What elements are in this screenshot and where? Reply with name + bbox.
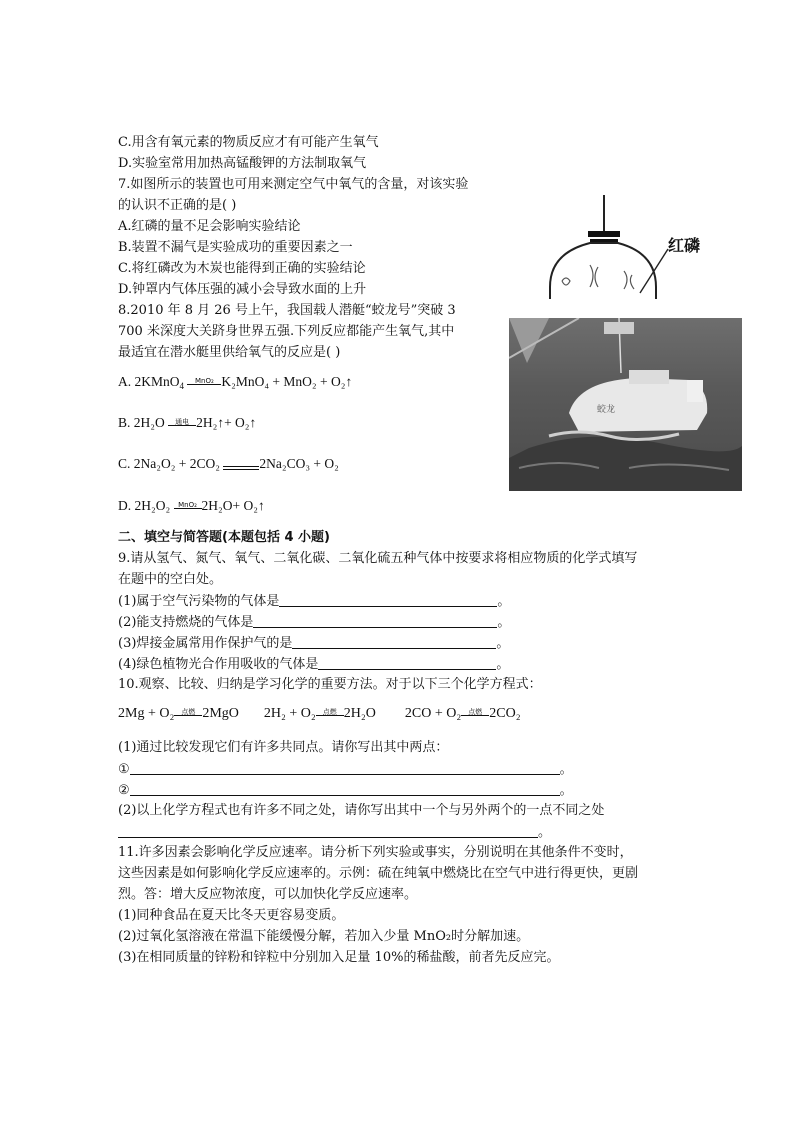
q11-stem-line3: 烈。答：增大反应物浓度，可以加快化学反应速率。 xyxy=(118,887,418,902)
q9-part1-end: 。 xyxy=(497,594,511,609)
circled-two: ② xyxy=(118,783,130,798)
q10-answer-2-end: 。 xyxy=(559,783,573,798)
section-heading: 二、填空与简答题(本题包括 4 小题) xyxy=(118,530,330,545)
q9-stem-line2: 在题中的空白处。 xyxy=(118,572,223,587)
submarine-drawing xyxy=(509,318,742,491)
q11-part2: (2)过氧化氢溶液在常温下能缓慢分解，若加入少量 MnO₂时分解加速。 xyxy=(118,929,530,944)
q11-part3: (3)在相同质量的锌粉和锌粒中分别加入足量 10%的稀盐酸，前者先反应完。 xyxy=(118,950,560,965)
option-b-letter: B. xyxy=(118,415,131,430)
eq2-left: 2H₂ + O₂ xyxy=(263,706,316,721)
eq-d-left: 2H₂O₂ xyxy=(134,498,171,513)
q9-part4-end: 。 xyxy=(496,657,510,672)
q8-stem-line1: 8.2010 年 8 月 26 号上午，我国载人潜艇“蛟龙号”突破 3 xyxy=(118,303,456,318)
q9-part2 xyxy=(118,613,510,632)
eq-a-right: K₂MnO₄ + MnO₂ + O₂↑ xyxy=(221,374,353,389)
q10-blank-3[interactable] xyxy=(118,823,538,838)
eq1-right: 2MgO xyxy=(202,706,239,721)
q9-blank-3[interactable] xyxy=(292,634,496,649)
q8-stem-line3: 最适宜在潜水艇里供给氧气的反应是( ) xyxy=(118,345,341,360)
q6-option-c: C.用含有氧元素的物质反应才有可能产生氧气 xyxy=(118,135,379,150)
submarine-name-text: 蛟龙 xyxy=(597,405,616,415)
option-c-letter: C. xyxy=(118,456,131,471)
eq2-arrow: 点燃 xyxy=(316,705,344,723)
eq1-arrow: 点燃 xyxy=(174,705,202,723)
q7-option-b: B.装置不漏气是实验成功的重要因素之一 xyxy=(118,240,353,255)
circled-one: ① xyxy=(118,762,130,777)
q9-part4-text: (4)绿色植物光合作用吸收的气体是 xyxy=(118,657,319,672)
q9-blank-2[interactable] xyxy=(253,613,497,628)
bell-jar-figure xyxy=(540,195,720,303)
q7-option-d: D.钟罩内气体压强的减小会导致水面的上升 xyxy=(118,282,367,297)
eq-d-arrow: MnO₂ xyxy=(174,498,202,516)
q8-stem-line2: 700 米深度大关跻身世界五强.下列反应都能产生氧气,其中 xyxy=(118,324,455,339)
q9-stem-line1: 9.请从氢气、氮气、氧气、二氧化碳、二氧化硫五种气体中按要求将相应物质的化学式填写 xyxy=(118,551,638,566)
eq-b-right: 2H₂↑+ O₂↑ xyxy=(196,415,257,430)
eq3-arrow: 点燃 xyxy=(461,705,489,723)
eq3-right: 2CO₂ xyxy=(489,706,521,721)
option-a-letter: A. xyxy=(118,374,132,389)
q10-answer-1 xyxy=(118,760,573,779)
q7-stem-line1: 7.如图所示的装置也可用来测定空气中氧气的含量，对该实验 xyxy=(118,177,469,192)
q10-answer-2 xyxy=(118,781,573,800)
q9-part2-end: 。 xyxy=(497,615,511,630)
option-d-letter: D. xyxy=(118,498,132,513)
q10-part1: (1)通过比较发现它们有许多共同点。请你写出其中两点： xyxy=(118,740,449,755)
q10-blank-1[interactable] xyxy=(130,760,560,775)
q9-part2-text: (2)能支持燃烧的气体是 xyxy=(118,615,254,630)
eq-b-left: 2H₂O xyxy=(133,415,165,430)
q10-blank-2[interactable] xyxy=(130,781,560,796)
q9-part3-text: (3)焊接金属常用作保护气的是 xyxy=(118,636,293,651)
eq-d-right: 2H₂O+ O₂↑ xyxy=(201,498,265,513)
q7-stem-line2: 的认识不正确的是( ) xyxy=(118,198,237,213)
q9-blank-1[interactable] xyxy=(279,592,497,607)
eq1-left: 2Mg + O₂ xyxy=(118,706,175,721)
q7-option-c: C.将红磷改为木炭也能得到正确的实验结论 xyxy=(118,261,366,276)
q8-option-d xyxy=(118,496,265,516)
q10-part2: (2)以上化学方程式也有许多不同之处，请你写出其中一个与另外两个的一点不同之处 xyxy=(118,803,605,818)
q9-blank-4[interactable] xyxy=(318,655,496,670)
q10-stem: 10.观察、比较、归纳是学习化学的重要方法。对于以下三个化学方程式： xyxy=(118,677,542,692)
q8-option-c xyxy=(118,454,339,474)
q9-part1 xyxy=(118,592,510,611)
q11-stem-line2: 这些因素是如何影响化学反应速率的。示例：硫在纯氧中燃烧比在空气中进行得更快，更剧 xyxy=(118,866,639,881)
eq-c-equals xyxy=(223,456,259,474)
q11-stem-line1: 11.许多因素会影响化学反应速率。请分析下列实验或事实，分别说明在其他条件不变时， xyxy=(118,845,633,860)
eq-a-left: 2KMnO xyxy=(134,374,180,389)
q11-part1: (1)同种食品在夏天比冬天更容易变质。 xyxy=(118,908,345,923)
eq-a-arrow: MnO₂ xyxy=(187,374,221,392)
submarine-photo xyxy=(509,318,742,491)
q7-option-a: A.红磷的量不足会影响实验结论 xyxy=(118,219,301,234)
q9-part3 xyxy=(118,634,509,653)
q9-part1-text: (1)属于空气污染物的气体是 xyxy=(118,594,280,609)
q9-part3-end: 。 xyxy=(496,636,510,651)
q9-part4 xyxy=(118,655,509,674)
q10-answer-3-end: 。 xyxy=(538,825,552,840)
q8-option-a: A. 2KMnO$_4$ MnO₂ K₂MnO₄ + MnO₂ + O₂↑ xyxy=(118,374,353,391)
red-phosphorus-label: 红磷 xyxy=(668,236,701,255)
q10-answer-1-end: 。 xyxy=(559,762,573,777)
q6-option-d: D.实验室常用加热高锰酸钾的方法制取氧气 xyxy=(118,156,367,171)
eq2-right: 2H₂O xyxy=(343,706,376,721)
eq3-left: 2CO + O₂ xyxy=(404,706,462,721)
eq-b-arrow: 通电 xyxy=(168,415,196,433)
eq-c-right: 2Na₂CO₃ + O₂ xyxy=(259,456,339,471)
q10-equations xyxy=(118,704,521,724)
eq-c-left: 2Na₂O₂ + 2CO₂ xyxy=(133,456,220,471)
q10-answer-3 xyxy=(118,823,551,842)
q8-option-b xyxy=(118,413,256,433)
